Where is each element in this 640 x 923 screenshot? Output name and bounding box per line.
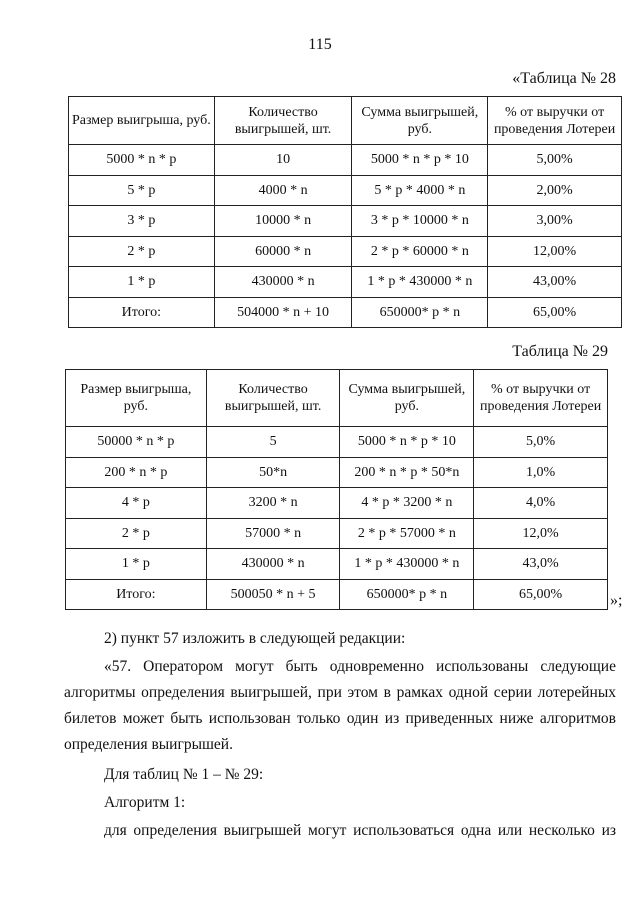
cell-prize-count: 60000 * n	[214, 236, 352, 267]
table-total-row	[69, 297, 622, 328]
cell-prize-count: 50*n	[206, 457, 340, 488]
cell-prize-count: 3200 * n	[206, 488, 340, 519]
cell-prize-count: 430000 * n	[206, 549, 340, 580]
cell-prize-sum: 2 * p * 57000 * n	[340, 518, 474, 549]
cell-prize-size: 5000 * n * p	[69, 145, 215, 176]
cell-total-sum: 650000* p * n	[352, 297, 488, 328]
cell-prize-count: 5	[206, 427, 340, 458]
column-header-prize-count: Количество выигрышей, шт.	[214, 97, 352, 145]
cell-prize-count: 10000 * n	[214, 206, 352, 237]
table-row	[66, 457, 608, 488]
cell-prize-sum: 4 * p * 3200 * n	[340, 488, 474, 519]
cell-prize-count: 430000 * n	[214, 267, 352, 298]
cell-prize-count: 4000 * n	[214, 175, 352, 206]
table-row	[66, 427, 608, 458]
cell-total-count: 500050 * n + 5	[206, 579, 340, 610]
cell-total-label: Итого:	[66, 579, 207, 610]
cell-revenue-percent: 12,00%	[488, 236, 622, 267]
cell-prize-size: 4 * p	[66, 488, 207, 519]
cell-total-sum: 650000* p * n	[340, 579, 474, 610]
cell-revenue-percent: 43,00%	[488, 267, 622, 298]
table-29	[65, 369, 608, 610]
cell-prize-size: 50000 * n * p	[66, 427, 207, 458]
cell-prize-sum: 1 * p * 430000 * n	[340, 549, 474, 580]
cell-revenue-percent: 4,0%	[474, 488, 608, 519]
cell-revenue-percent: 43,0%	[474, 549, 608, 580]
table-row	[66, 549, 608, 580]
cell-total-count: 504000 * n + 10	[214, 297, 352, 328]
algorithm-1-heading: Алгоритм 1:	[104, 794, 186, 811]
cell-prize-count: 57000 * n	[206, 518, 340, 549]
cell-prize-sum: 5 * p * 4000 * n	[352, 175, 488, 206]
table-header-row	[69, 97, 622, 145]
cell-total-percent: 65,00%	[474, 579, 608, 610]
cell-prize-sum: 5000 * n * p * 10	[340, 427, 474, 458]
column-header-revenue-percent: % от выручки от проведения Лотереи	[488, 97, 622, 145]
table-row	[69, 206, 622, 237]
column-header-prize-count: Количество выигрышей, шт.	[206, 370, 340, 427]
column-header-prize-sum: Сумма выигрышей, руб.	[340, 370, 474, 427]
cell-revenue-percent: 3,00%	[488, 206, 622, 237]
cell-prize-count: 10	[214, 145, 352, 176]
closing-quote: »;	[610, 592, 623, 609]
cell-prize-sum: 200 * n * p * 50*n	[340, 457, 474, 488]
table-header-row	[66, 370, 608, 427]
cell-revenue-percent: 1,0%	[474, 457, 608, 488]
cell-total-percent: 65,00%	[488, 297, 622, 328]
table-row	[69, 145, 622, 176]
column-header-prize-size: Размер выигрыша, руб.	[69, 97, 215, 145]
cell-prize-size: 200 * n * p	[66, 457, 207, 488]
cell-prize-sum: 3 * p * 10000 * n	[352, 206, 488, 237]
table-row	[69, 236, 622, 267]
table-row	[66, 488, 608, 519]
cell-prize-size: 3 * p	[69, 206, 215, 237]
cell-prize-size: 2 * p	[69, 236, 215, 267]
cell-revenue-percent: 2,00%	[488, 175, 622, 206]
cell-prize-size: 2 * p	[66, 518, 207, 549]
table-row	[66, 518, 608, 549]
algorithm-1-text: для определения выигрышей могут использоваться одна или несколько из	[104, 822, 616, 839]
cell-prize-sum: 2 * p * 60000 * n	[352, 236, 488, 267]
cell-prize-size: 1 * p	[69, 267, 215, 298]
cell-prize-size: 1 * p	[66, 549, 207, 580]
cell-revenue-percent: 5,00%	[488, 145, 622, 176]
cell-revenue-percent: 5,0%	[474, 427, 608, 458]
table-28	[68, 96, 622, 328]
cell-revenue-percent: 12,0%	[474, 518, 608, 549]
table-row	[69, 267, 622, 298]
page-number: 115	[308, 36, 332, 53]
column-header-prize-size: Размер выигрыша, руб.	[66, 370, 207, 427]
table-28-caption: «Таблица № 28	[512, 70, 616, 87]
cell-prize-sum: 1 * p * 430000 * n	[352, 267, 488, 298]
cell-total-label: Итого:	[69, 297, 215, 328]
paragraph-57: «57. Оператором могут быть одновременно использованы следующие алгоритмы определения выигрышей, при этом в рамках одной серии лотерейных билетов может быть использован только один из приведенных ниже алгоритмов определения выигрышей.	[64, 658, 616, 753]
cell-prize-sum: 5000 * n * p * 10	[352, 145, 488, 176]
amendment-item-2: 2) пункт 57 изложить в следующей редакции:	[104, 630, 406, 647]
column-header-revenue-percent: % от выручки от проведения Лотереи	[474, 370, 608, 427]
table-row	[69, 175, 622, 206]
for-tables-line: Для таблиц № 1 – № 29:	[104, 766, 264, 783]
column-header-prize-sum: Сумма выигрышей, руб.	[352, 97, 488, 145]
table-total-row	[66, 579, 608, 610]
table-29-caption: Таблица № 29	[512, 343, 608, 360]
cell-prize-size: 5 * p	[69, 175, 215, 206]
